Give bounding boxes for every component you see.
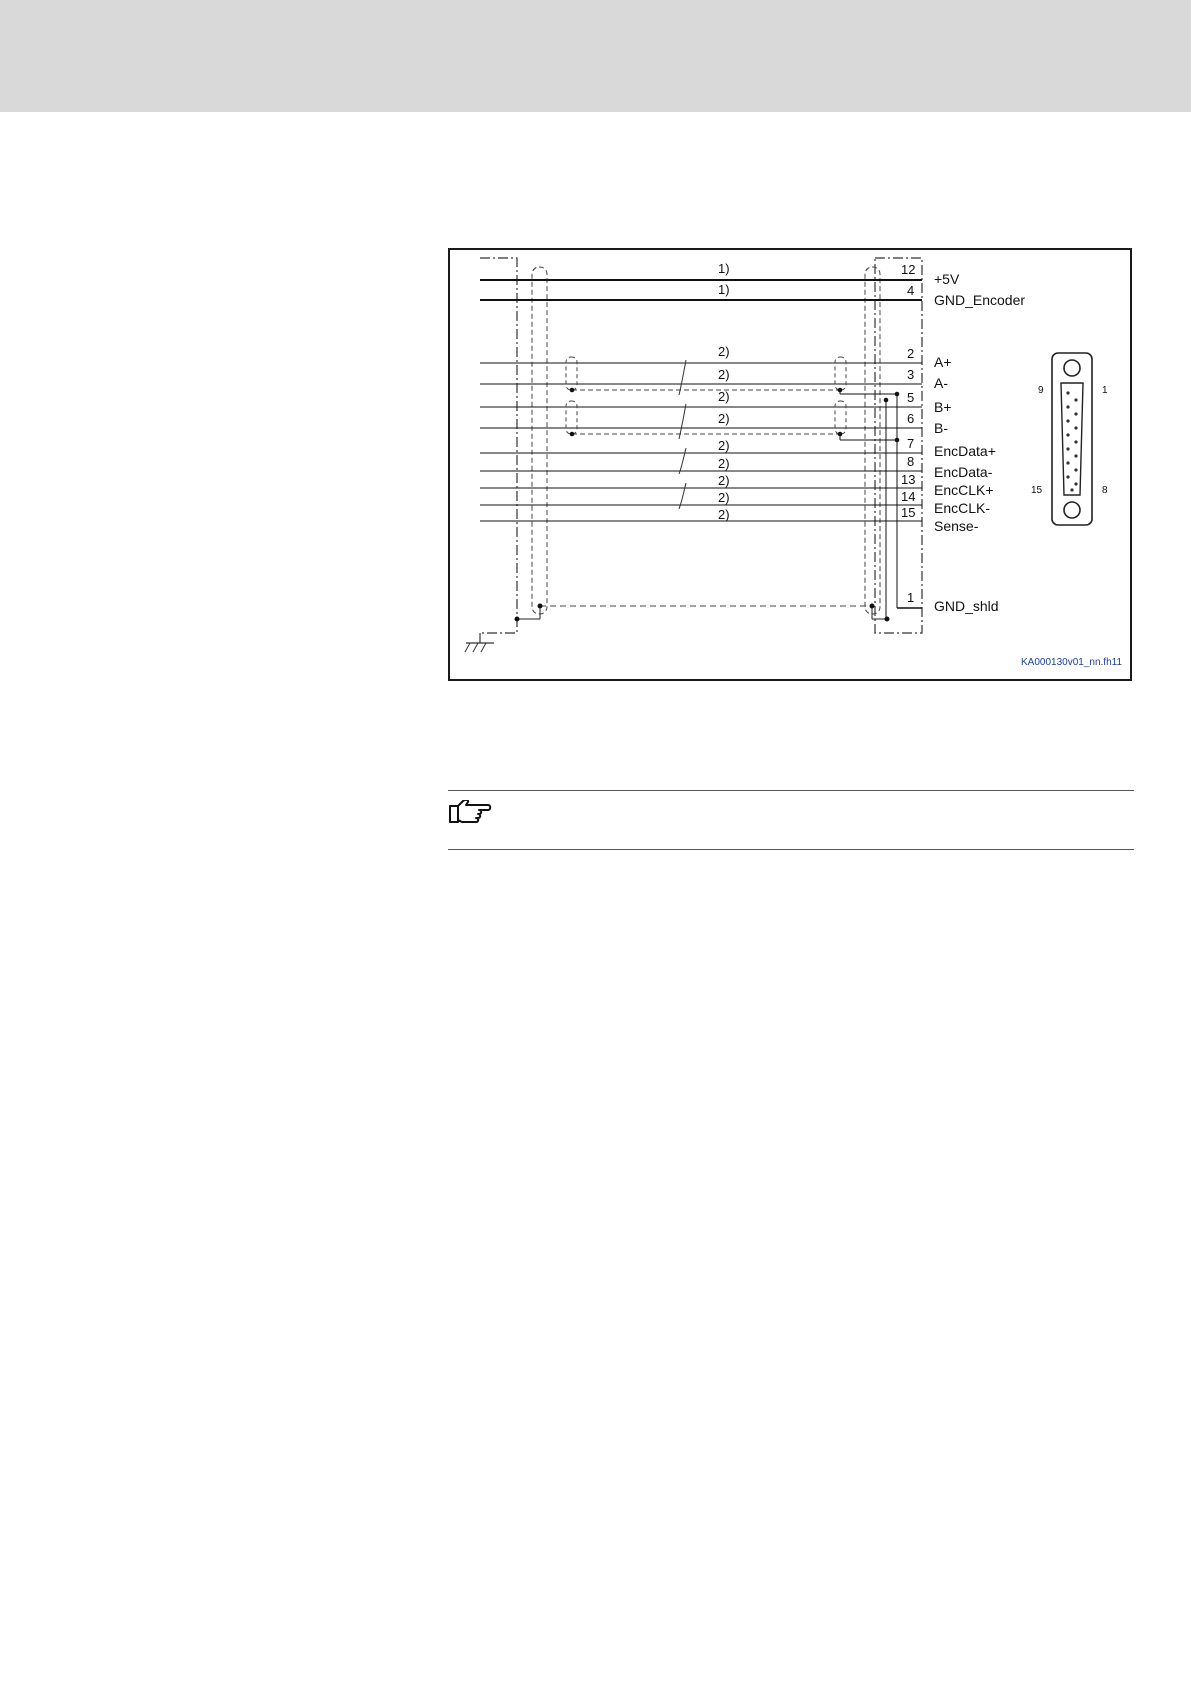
pin-number: 8 [907,454,915,469]
note-label: 2) [718,344,730,359]
signal-label: EncCLK+ [934,482,994,498]
encoder-cable-diagram [448,248,1132,681]
pin-number: 13 [901,472,916,487]
pin-number: 14 [901,489,916,504]
signal-label: EncCLK- [934,500,991,516]
connector-pin-label: 15 [1031,485,1043,496]
figure-id: KA000130v01_nn.fh11 [1021,657,1123,668]
pin-number: 5 [907,390,915,405]
note-label: 2) [718,367,730,382]
note-label: 2) [718,456,730,471]
signal-label: A- [934,375,948,391]
connector-pin-label: 1 [1102,385,1108,396]
note-label: 2) [718,507,730,522]
signal-label: A+ [934,354,952,370]
pin-number: 1 [907,590,915,605]
pointing-hand-icon [448,800,492,826]
note-label: 2) [718,490,730,505]
connector-pin-label: 8 [1102,485,1108,496]
note-divider-top [448,790,1134,791]
signal-label: B- [934,420,948,436]
signal-label: B+ [934,399,952,415]
pin-number: 2 [907,346,915,361]
pin-number: 12 [901,262,916,277]
signal-label: Sense- [934,518,979,534]
note-divider-bottom [448,849,1134,850]
note-label: 1) [718,282,730,297]
signal-label: EncData+ [934,443,996,459]
note-label: 2) [718,473,730,488]
connector-pin-label: 9 [1038,385,1044,396]
signal-label: EncData- [934,464,993,480]
pin-number: 4 [907,283,915,298]
signal-label: +5V [934,271,960,287]
note-label: 1) [718,261,730,276]
signal-label: GND_shld [934,598,999,614]
pin-number: 3 [907,367,915,382]
page-header-band [0,0,1191,112]
ground-icon [465,633,494,652]
dsub15-connector-icon [1052,353,1092,525]
note-label: 2) [718,389,730,404]
pin-number: 6 [907,411,915,426]
note-label: 2) [718,438,730,453]
signal-label: GND_Encoder [934,292,1026,308]
pin-number: 7 [907,436,915,451]
pin-number: 15 [901,505,916,520]
note-label: 2) [718,411,730,426]
wiring-schematic [450,250,1130,679]
